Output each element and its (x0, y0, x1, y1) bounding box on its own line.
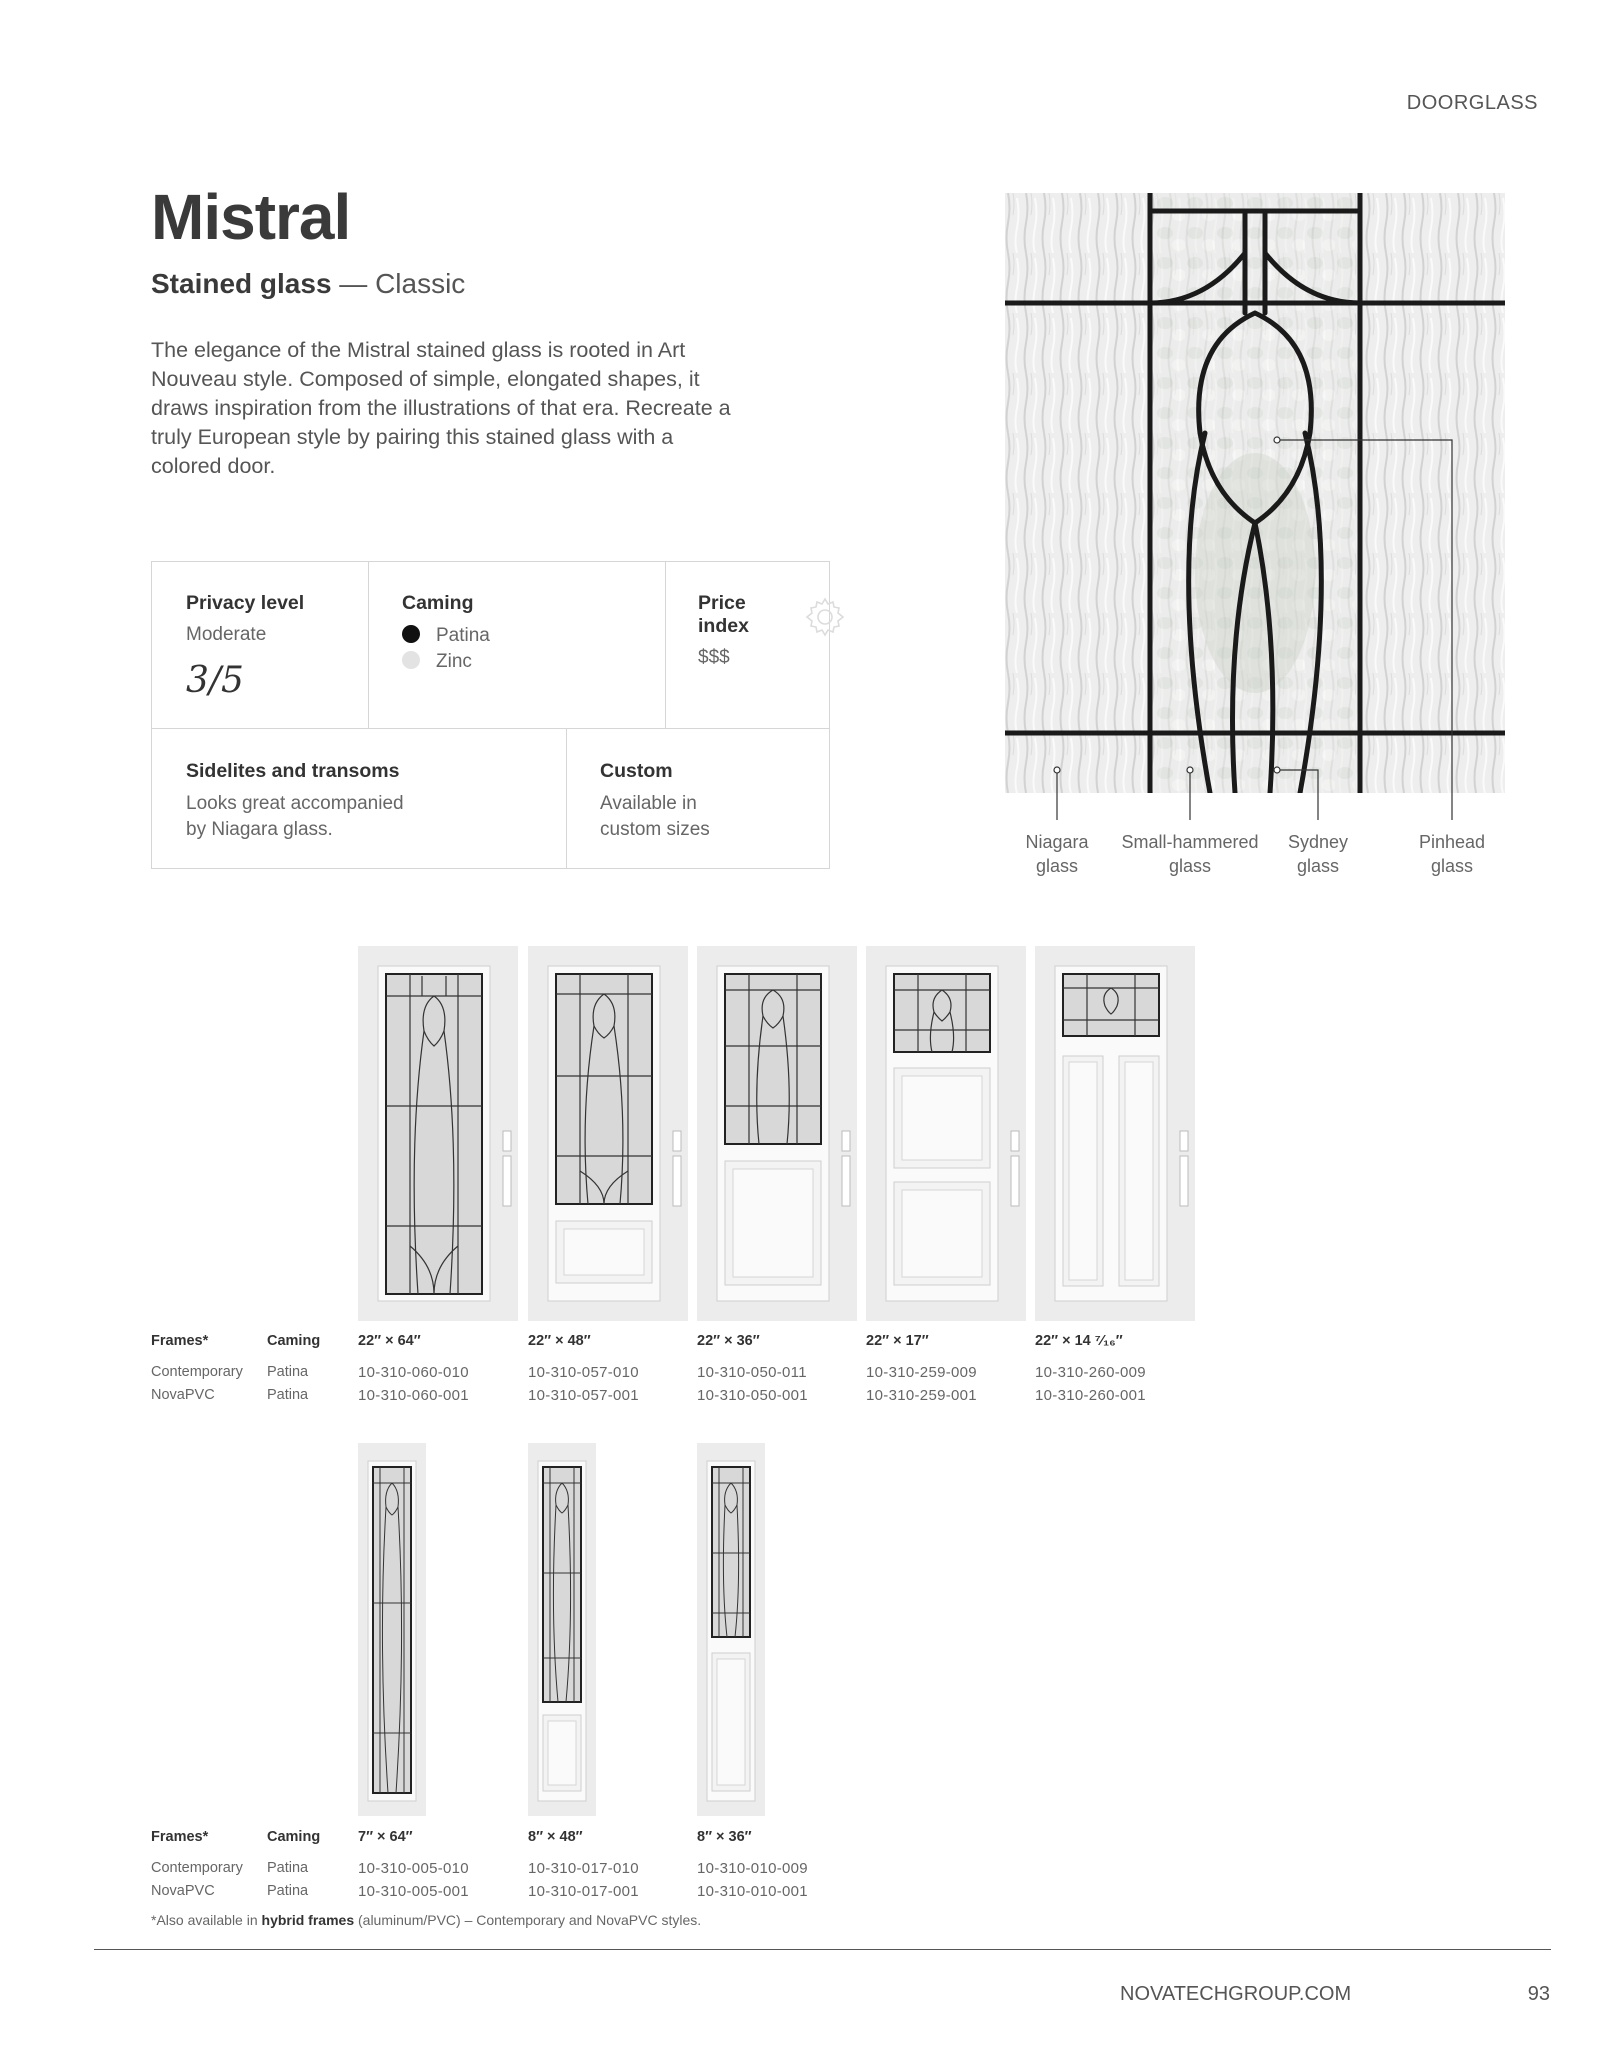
custom-value: Available in custom sizes (600, 793, 710, 840)
sidelite-size: 8″ × 48″ (528, 1829, 583, 1845)
glass-label-niagara: Niagara glass (1025, 832, 1089, 876)
sidelite-codes: 10-310-005-010 10-310-005-001 (358, 1860, 469, 1900)
caming-option-zinc: Zinc (402, 649, 472, 675)
sidelites-label: Sidelites and transoms (186, 760, 400, 782)
page-title: Mistral (151, 181, 351, 253)
privacy-value: Moderate (186, 624, 267, 645)
specs-box (151, 561, 830, 869)
stained-glass-closeup (1005, 193, 1505, 793)
subtitle-style: — Classic (331, 268, 466, 299)
privacy-rating: 3/5 (186, 660, 244, 701)
price-value: $$$ (698, 647, 730, 668)
sidelite-image-8x36 (697, 1443, 765, 1816)
zinc-swatch (402, 651, 420, 669)
door-image-22x14 (1035, 946, 1195, 1321)
sidelite-size: 7″ × 64″ (358, 1829, 413, 1845)
frame-names: Contemporary NovaPVC (151, 1364, 243, 1403)
product-description: The elegance of the Mistral stained glass is rooted in Art Nouveau style. Composed of simple, elongated shapes, it draws inspiration from the illustrations of that era. Recreate a truly European style by pairing this stained glass with a colored door. (151, 338, 731, 478)
price-label: Price index (698, 592, 749, 637)
product-subtitle (151, 268, 465, 300)
caming-header: Caming (267, 1333, 321, 1349)
privacy-label: Privacy level (186, 592, 305, 614)
caming-header: Caming (267, 1829, 321, 1845)
caming-values: Patina Patina (267, 1364, 309, 1403)
sidelite-image-7x64 (358, 1443, 426, 1816)
door-size: 22″ × 17″ (866, 1333, 929, 1349)
sidelite-codes: 10-310-010-009 10-310-010-001 (697, 1860, 808, 1900)
glass-label-small-hammered: Small-hammered glass (1121, 832, 1259, 876)
frames-header: Frames* (151, 1829, 209, 1845)
frames-header: Frames* (151, 1333, 209, 1349)
footnote: *Also available in hybrid frames (aluminum/PVC) – Contemporary and NovaPVC styles. (151, 1912, 702, 1928)
custom-label: Custom (600, 760, 673, 782)
glass-label-sydney: Sydney glass (1287, 832, 1349, 876)
sidelites-value: Looks great accompanied by Niagara glass. (186, 793, 404, 840)
door-size: 22″ × 48″ (528, 1333, 591, 1349)
section-header: DOORGLASS (1406, 92, 1538, 114)
sidelite-image-8x48 (528, 1443, 596, 1816)
caming-label: Caming (402, 592, 474, 614)
frame-names: Contemporary NovaPVC (151, 1860, 243, 1899)
caming-values: Patina Patina (267, 1860, 309, 1899)
glass-label-pinhead: Pinhead glass (1418, 832, 1486, 876)
sidelite-size: 8″ × 36″ (697, 1829, 752, 1845)
door-codes: 10-310-050-011 10-310-050-001 (697, 1364, 808, 1404)
door-size: 22″ × 64″ (358, 1333, 421, 1349)
door-image-22x64 (358, 946, 518, 1321)
door-codes: 10-310-057-010 10-310-057-001 (528, 1364, 639, 1404)
patina-swatch (402, 625, 420, 643)
door-codes: 10-310-260-009 10-310-260-001 (1035, 1364, 1146, 1404)
glass-callout-lines (1005, 793, 1505, 823)
sidelite-codes: 10-310-017-010 10-310-017-001 (528, 1860, 639, 1900)
footer-divider (94, 1949, 1551, 1950)
door-image-22x17 (866, 946, 1026, 1321)
door-image-22x48 (528, 946, 688, 1321)
door-size: 22″ × 14 ⁷⁄₁₆″ (1035, 1333, 1123, 1349)
gear-icon (803, 595, 847, 639)
door-codes: 10-310-060-010 10-310-060-001 (358, 1364, 469, 1404)
page-number: 93 (1527, 1983, 1550, 2005)
caming-option-patina: Patina (402, 623, 490, 649)
door-codes: 10-310-259-009 10-310-259-001 (866, 1364, 977, 1404)
door-size: 22″ × 36″ (697, 1333, 760, 1349)
door-image-22x36 (697, 946, 857, 1321)
subtitle-type: Stained glass (151, 268, 332, 299)
footer-url[interactable]: NOVATECHGROUP.COM (1120, 1983, 1352, 2005)
